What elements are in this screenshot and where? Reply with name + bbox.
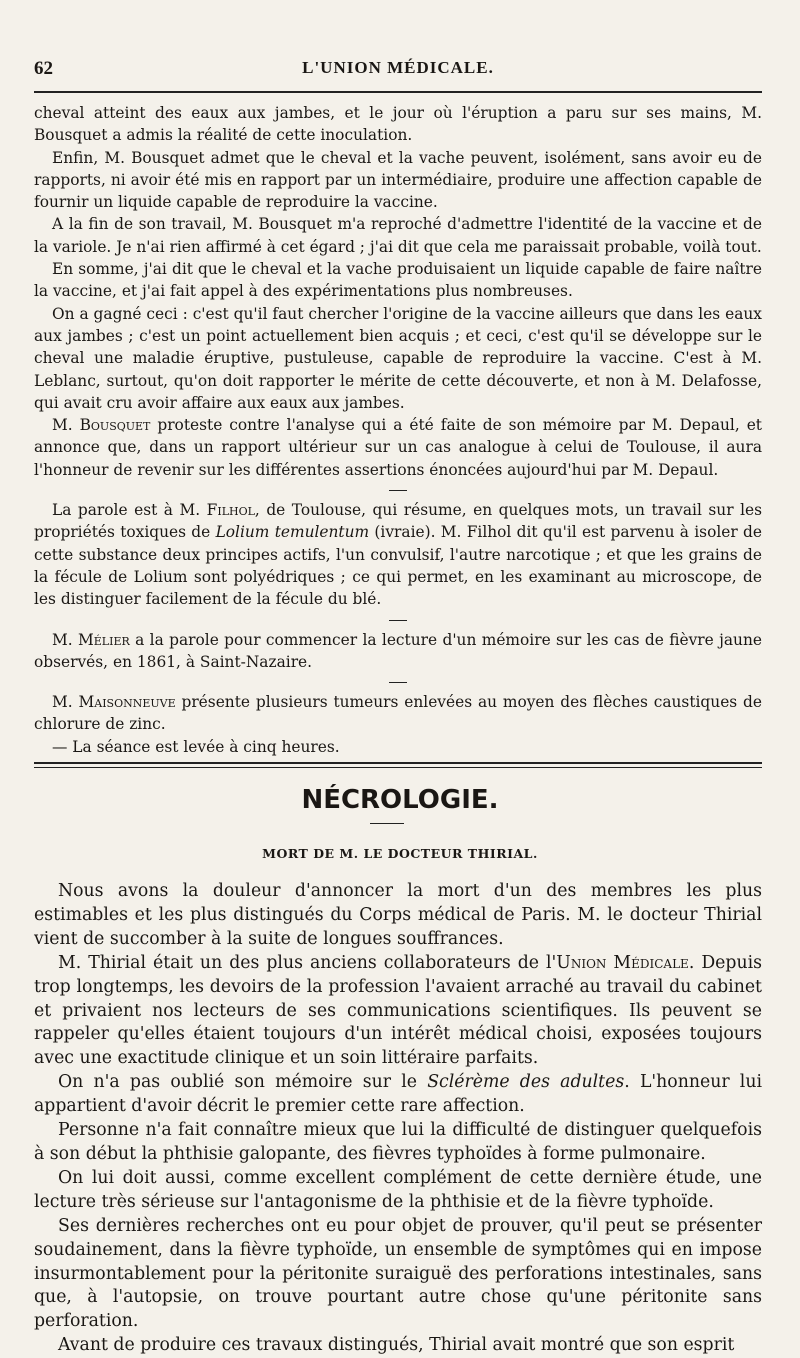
- paragraph-text: , de Toulouse, qui résume, en quelques mots, un travail sur les propriétés toxiques de: [34, 501, 762, 542]
- latin-term: Lolium temulentum: [215, 523, 370, 542]
- paragraph: [34, 414, 762, 481]
- paragraph: Avant de produire ces travaux distingués, Thirial avait montré que son esprit: [58, 1335, 735, 1356]
- separator: [389, 620, 407, 621]
- paragraph: Personne n'a fait connaître mieux que lui la difficulté de distinguer quelquefois à son début la phthisie galopante, des fièvres typhoïdes à forme pulmonaire.: [34, 1120, 762, 1164]
- paragraph: On lui doit aussi, comme excellent complément de cette dernière étude, une lecture très sérieuse sur l'antagonisme de la phthisie et de la fièvre typhoïde.: [34, 1167, 762, 1212]
- paragraph: Enfin, M. Bousquet admet que le cheval et la vache peuvent, isolément, sans avoir eu de rapports, ni avoir été mis en rapport par un intermédiaire, produire une affection capable de fournir un liquide capable de reproduire la vaccine.: [34, 148, 762, 212]
- paragraph: On a gagné ceci : c'est qu'il faut chercher l'origine de la vaccine ailleurs que dans les eaux aux jambes ; c'est un point actuellement bien acquis ; et ceci, c'est qu'il se développe sur le cheval une maladie éruptive, pustuleuse, capable de reproduire la vaccine. C'est à M. Leblanc, surtout, qu'on doit rapporter le mérite de cette découverte, et non à M. Delafosse, qui avait cru avoir affaire aux eaux aux jambes.: [34, 304, 762, 412]
- paragraph-text: . L'honneur lui appartient d'avoir décrit le premier cette rare affection.: [34, 1072, 762, 1117]
- necrologie-title: NÉCROLOGIE.: [301, 785, 499, 815]
- paragraph-text: On n'a pas oublié son mémoire sur le: [58, 1072, 428, 1093]
- paragraph: [34, 499, 762, 610]
- separator: [389, 490, 407, 491]
- paragraph: [34, 952, 762, 1072]
- paragraph: Nous avons la douleur d'annoncer la mort d'un des membres les plus estimables et les plus distingués du Corps médical de Paris. M. le docteur Thirial vient de succomber à la suite de longues souffrances.: [34, 881, 762, 949]
- paragraph-text: M.: [52, 630, 79, 649]
- paragraph-text: (ivraie). M. Filhol dit qu'il est parvenu à isoler de cette substance deux principes actifs, l'un convulsif, l'autre narcotique ; et que les grains de la fécule de Lolium sont polyédriques ; ce qui permet, en les examinant au microscope, de les distinguer facilement de la fécule du blé.: [34, 523, 762, 609]
- title-rule: [370, 823, 404, 824]
- proceedings-section: [34, 102, 762, 758]
- running-header: [34, 58, 762, 86]
- section-rule: [34, 762, 762, 764]
- paragraph: A la fin de son travail, M. Bousquet m'a reproché d'admettre l'identité de la vaccine et de la variole. Je n'ai rien affirmé à cet égard ; j'ai dit que cela me paraissait probable, voilà tout.: [34, 215, 762, 256]
- paragraph: Ses dernières recherches ont eu pour objet de prouver, qu'il peut se présenter soudainement, dans la fièvre typhoïde, un ensemble de symptômes qui en impose insurmontablement pour la péritonite suraiguë des perforations intestinales, sans que, à l'autopsie, on trouve pourtant autre chose qu'une péritonite sans perforation.: [34, 1215, 762, 1332]
- paragraph: [34, 1071, 762, 1119]
- speaker-name: Filhol: [206, 501, 255, 520]
- speaker-name: Mélier: [78, 630, 130, 649]
- paragraph: En somme, j'ai dit que le cheval et la vache produisaient un liquide capable de faire naître la vaccine, et j'ai fait appel à des expérimentations plus nombreuses.: [34, 260, 762, 301]
- speaker-name: M. Bousquet: [52, 416, 151, 435]
- paragraph: [34, 629, 762, 674]
- necrologie-body: [34, 880, 762, 1358]
- section-rule: [34, 767, 762, 768]
- paragraph-text: . Depuis trop longtemps, les devoirs de la profession l'avaient arraché au travail du cabinet et privaient nos lecteurs de ses communications scientifiques. Ils peuvent se rappeler qu'elles étaient toujours d'un intérêt médical choisi, exposées toujours avec une exactitude clinique et un soin littéraire parfaits.: [34, 952, 762, 1069]
- necrologie-subtitle: MORT DE M. LE DOCTEUR THIRIAL.: [262, 846, 538, 861]
- paragraph: [34, 691, 762, 736]
- paragraph-text: présente plusieurs tumeurs enlevées au moyen des flèches caustiques de chlorure de zinc.: [34, 693, 762, 734]
- paragraph-text: La parole est à M.: [52, 501, 207, 520]
- closing-line: — La séance est levée à cinq heures.: [52, 737, 340, 756]
- speaker-name: Maisonneuve: [78, 693, 176, 712]
- header-rule: [34, 91, 762, 93]
- paragraph-text: a la parole pour commencer la lecture d'un mémoire sur les cas de fièvre jaune observés, en 1861, à Saint-Nazaire.: [34, 630, 762, 671]
- paragraph-text: M. Thirial était un des plus anciens collaborateurs de l': [58, 952, 557, 973]
- work-title: Sclérème des adultes: [427, 1072, 625, 1093]
- separator: [389, 682, 407, 683]
- paragraph: cheval atteint des eaux aux jambes, et le jour où l'éruption a paru sur ses mains, M. Bousquet a admis la réalité de cette inoculation.: [34, 104, 762, 145]
- page-number: 62: [34, 58, 53, 79]
- journal-name: Union Médicale: [556, 952, 689, 973]
- paragraph-text: M.: [52, 693, 79, 712]
- paragraph-text: proteste contre l'analyse qui a été faite de son mémoire par M. Depaul, et annonce que, dans un rapport ultérieur sur un cas analogue à celui de Toulouse, il aura l'honneur de revenir sur les différentes assertions énoncées aujourd'hui par M. Depaul.: [34, 416, 762, 479]
- journal-title: L'UNION MÉDICALE.: [302, 58, 494, 77]
